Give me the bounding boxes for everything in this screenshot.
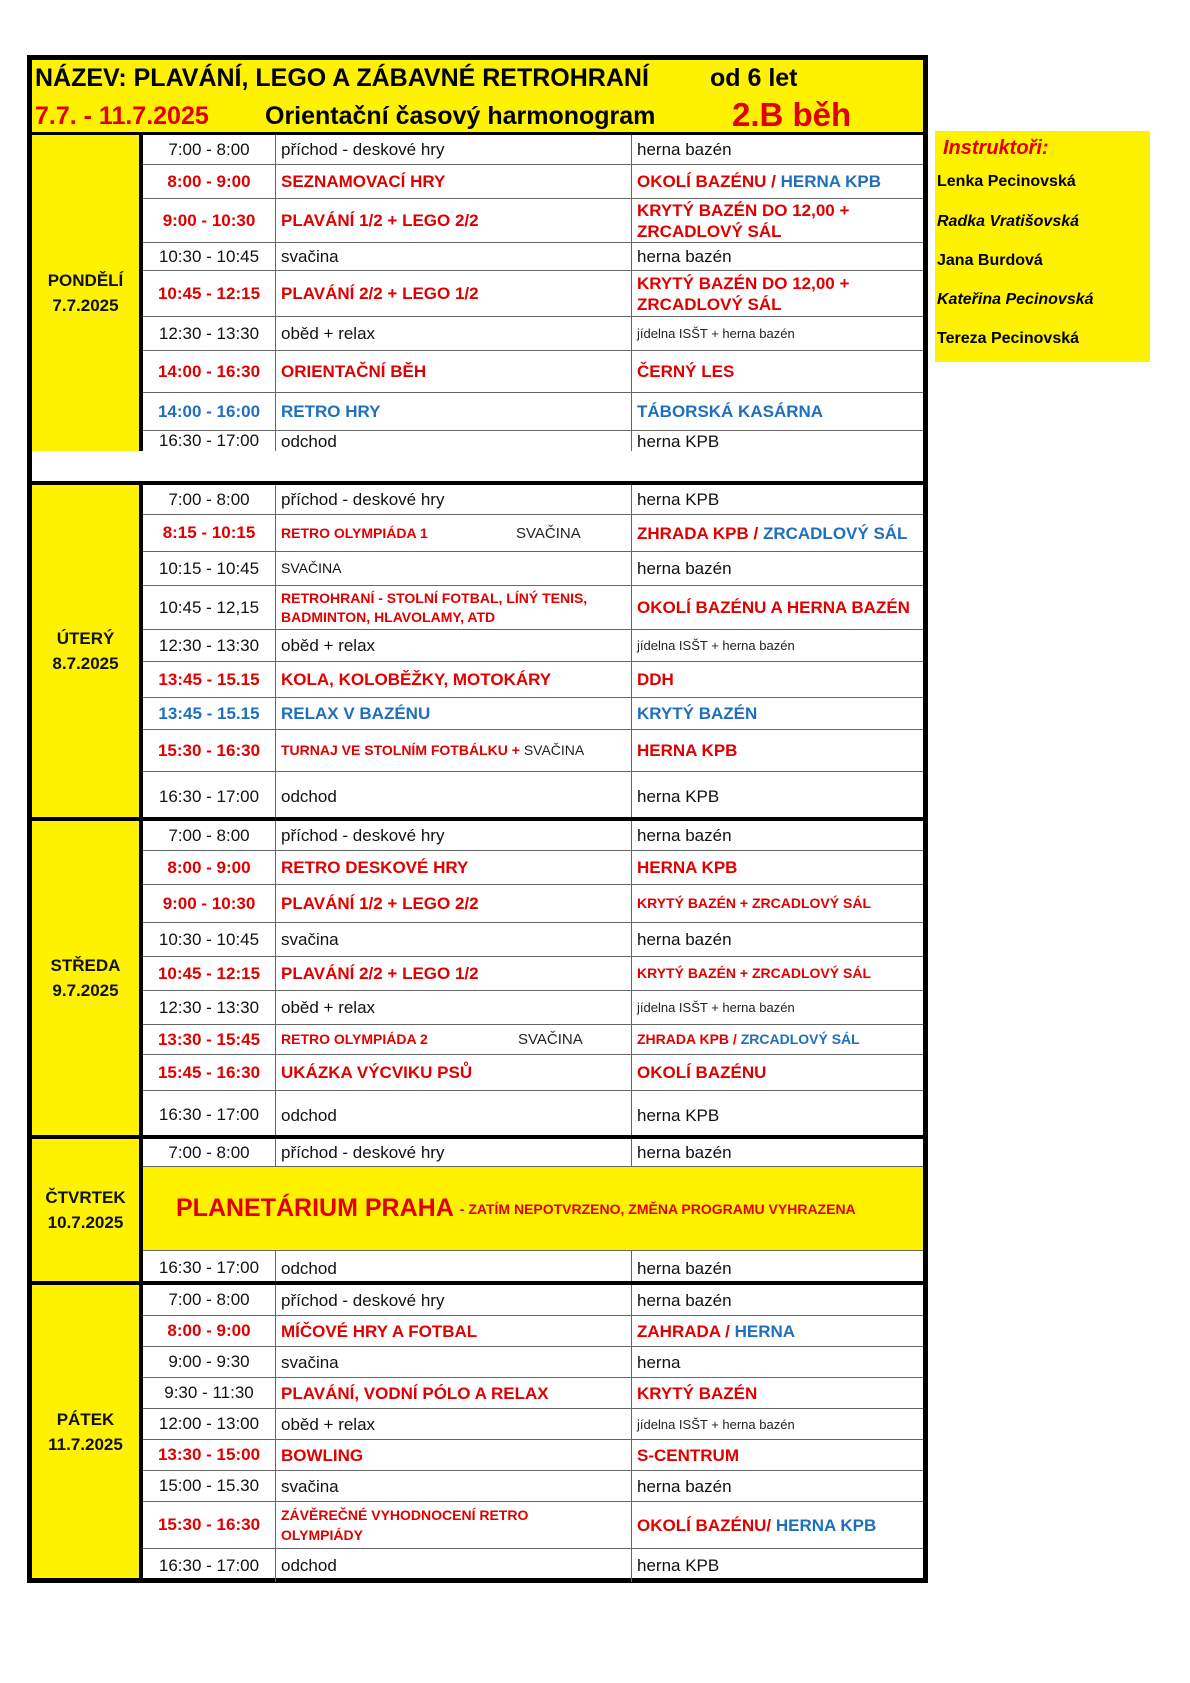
time-cell: 16:30 - 17:00 — [143, 1251, 276, 1285]
activity-cell: BOWLING — [276, 1440, 632, 1470]
table-row — [143, 851, 923, 885]
time-cell: 7:00 - 8:00 — [143, 485, 276, 514]
table-row — [143, 1139, 923, 1167]
day-monday — [32, 135, 923, 451]
table-row — [143, 991, 923, 1025]
activity-cell — [276, 730, 632, 771]
age-label: od 6 let — [710, 64, 798, 92]
time-cell: 8:00 - 9:00 — [143, 1316, 276, 1346]
activity-cell: PLAVÁNÍ 2/2 + LEGO 1/2 — [276, 957, 632, 990]
table-row — [143, 957, 923, 991]
day-label — [32, 821, 143, 1135]
time-cell: 13:45 - 15.15 — [143, 698, 276, 729]
place-cell: herna — [637, 1352, 681, 1372]
time-cell: 14:00 - 16:30 — [143, 351, 276, 392]
activity-cell: PLAVÁNÍ 1/2 + LEGO 2/2 — [276, 885, 632, 922]
time-cell: 10:45 - 12:15 — [143, 271, 276, 316]
time-cell: 14:00 - 16:00 — [143, 393, 276, 430]
place-cell: herna bazén — [637, 1290, 732, 1310]
place-text: OKOLÍ BAZÉNU/ — [637, 1515, 772, 1535]
activity-text: RETRO OLYMPIÁDA 2 — [281, 1031, 428, 1047]
day-name: ÚTERÝ — [56, 629, 115, 648]
place-cell: herna bazén — [637, 826, 732, 845]
table-row — [143, 923, 923, 957]
snack-note: SVAČINA — [516, 524, 581, 542]
place-cell — [632, 1502, 923, 1548]
activity-cell: odchod — [276, 1549, 632, 1582]
activity-cell: oběd + relax — [276, 630, 632, 661]
activity-cell — [276, 515, 632, 551]
table-row — [143, 772, 923, 821]
time-cell: 15:00 - 15.30 — [143, 1471, 276, 1501]
place-cell: herna KPB — [637, 490, 720, 509]
place-cell — [632, 199, 923, 242]
activity-cell: RETRO HRY — [276, 393, 632, 430]
table-row — [143, 1091, 923, 1139]
time-cell: 13:30 - 15:45 — [143, 1025, 276, 1054]
time-cell: 9:00 - 10:30 — [143, 885, 276, 922]
place-cell: herna KPB — [637, 1105, 720, 1125]
schedule-subtitle: Orientační časový harmonogram — [265, 102, 656, 130]
table-row — [143, 552, 923, 586]
table-row — [143, 1251, 923, 1285]
time-cell: 12:30 - 13:30 — [143, 991, 276, 1024]
place-text-line2: ZRCADLOVÝ SÁL — [637, 294, 782, 314]
activity-cell: RELAX V BAZÉNU — [276, 698, 632, 729]
table-row — [143, 730, 923, 772]
activity-cell — [276, 586, 632, 629]
time-cell: 9:00 - 10:30 — [143, 199, 276, 242]
place-cell: herna bazén — [637, 140, 732, 159]
activity-text: RETROHRANÍ - STOLNÍ FOTBAL, LÍNÝ TENIS, — [281, 589, 588, 606]
table-row — [143, 243, 923, 271]
table-row — [143, 271, 923, 317]
day-friday — [32, 1281, 923, 1578]
activity-cell: RETRO DESKOVÉ HRY — [276, 851, 632, 884]
table-row — [143, 1055, 923, 1091]
table-row — [143, 485, 923, 515]
schedule-header — [32, 60, 923, 135]
table-row — [143, 135, 923, 165]
activity-cell: příchod - deskové hry — [276, 1285, 632, 1315]
activity-cell: svačina — [276, 1347, 632, 1377]
place-text-secondary: ZRCADLOVÝ SÁL — [762, 523, 908, 543]
time-cell: 7:00 - 8:00 — [143, 1285, 276, 1315]
time-cell: 12:00 - 13:00 — [143, 1409, 276, 1439]
table-row — [143, 630, 923, 662]
time-cell: 7:00 - 8:00 — [143, 1139, 276, 1166]
activity-cell: oběd + relax — [276, 1409, 632, 1439]
planetarium-title: PLANETÁRIUM PRAHA — [176, 1194, 454, 1222]
place-text: KRYTÝ BAZÉN DO 12,00 + — [637, 273, 850, 293]
place-cell: S-CENTRUM — [637, 1445, 739, 1465]
activity-cell: příchod - deskové hry — [276, 485, 632, 514]
day-label — [32, 1139, 143, 1281]
time-cell: 15:30 - 16:30 — [143, 1502, 276, 1548]
instructor-name: Tereza Pecinovská — [937, 330, 1080, 347]
place-cell: herna bazén — [637, 930, 732, 949]
table-row — [143, 698, 923, 730]
table-row — [143, 1316, 923, 1347]
activity-cell: MÍČOVÉ HRY A FOTBAL — [276, 1316, 632, 1346]
time-cell: 16:30 - 17:00 — [143, 431, 276, 451]
activity-cell: odchod — [276, 431, 632, 451]
time-cell: 16:30 - 17:00 — [143, 772, 276, 821]
place-cell: jídelna ISŠT + herna bazén — [637, 1416, 795, 1432]
place-cell: herna bazén — [637, 1258, 732, 1278]
activity-cell — [276, 1025, 632, 1054]
place-cell — [632, 165, 923, 198]
time-cell: 8:00 - 9:00 — [143, 851, 276, 884]
table-row — [143, 1347, 923, 1378]
time-cell: 16:30 - 17:00 — [143, 1091, 276, 1139]
time-cell: 8:00 - 9:00 — [143, 165, 276, 198]
activity-cell: oběd + relax — [276, 991, 632, 1024]
place-cell: herna bazén — [637, 1143, 732, 1162]
table-row — [143, 515, 923, 552]
activity-cell: příchod - deskové hry — [276, 1139, 632, 1166]
table-row — [143, 1549, 923, 1582]
time-cell: 10:45 - 12,15 — [143, 586, 276, 629]
table-row — [143, 1471, 923, 1502]
time-cell: 15:45 - 16:30 — [143, 1055, 276, 1090]
activity-cell: odchod — [276, 1251, 632, 1285]
activity-text: ZÁVĚREČNÉ VYHODNOCENÍ RETRO — [281, 1507, 529, 1523]
place-cell — [632, 271, 923, 316]
place-cell: jídelna ISŠT + herna bazén — [637, 326, 795, 341]
activity-cell: oběd + relax — [276, 317, 632, 350]
table-row — [143, 586, 923, 630]
activity-cell: PLAVÁNÍ 1/2 + LEGO 2/2 — [276, 199, 632, 242]
activity-text-line2: OLYMPIÁDY — [281, 1527, 363, 1543]
place-text-secondary: HERNA KPB — [775, 1515, 877, 1535]
instructor-name: Jana Burdová — [937, 252, 1043, 269]
day-wednesday — [32, 817, 923, 1135]
place-cell — [632, 1316, 923, 1346]
day-name: STŘEDA — [50, 956, 121, 975]
activity-cell: odchod — [276, 772, 632, 821]
instructors-title: Instruktoři: — [943, 137, 1049, 159]
activity-cell: PLAVÁNÍ, VODNÍ PÓLO A RELAX — [276, 1378, 632, 1408]
place-text-line2: ZRCADLOVÝ SÁL — [637, 221, 782, 241]
table-row — [143, 1378, 923, 1409]
table-row — [143, 1025, 923, 1055]
day-date: 10.7.2025 — [47, 1213, 124, 1232]
activity-cell: SVAČINA — [276, 552, 632, 585]
time-cell: 8:15 - 10:15 — [143, 515, 276, 551]
day-thursday — [32, 1135, 923, 1281]
activity-cell: ORIENTAČNÍ BĚH — [276, 351, 632, 392]
activity-cell: svačina — [276, 1471, 632, 1501]
place-text-secondary: HERNA KPB — [780, 172, 882, 191]
place-cell: KRYTÝ BAZÉN + ZRCADLOVÝ SÁL — [637, 895, 871, 911]
activity-text: TURNAJ VE STOLNÍM FOTBÁLKU + — [281, 742, 520, 758]
time-cell: 12:30 - 13:30 — [143, 630, 276, 661]
day-date: 8.7.2025 — [52, 654, 119, 673]
table-row — [143, 1285, 923, 1316]
place-cell: herna bazén — [637, 559, 732, 578]
time-cell: 13:45 - 15.15 — [143, 662, 276, 697]
place-cell: jídelna ISŠT + herna bazén — [637, 638, 795, 653]
day-date: 11.7.2025 — [48, 1434, 123, 1454]
schedule-table — [27, 55, 928, 1583]
place-text-secondary: ZRCADLOVÝ SÁL — [740, 1031, 860, 1047]
place-cell: ČERNÝ LES — [637, 362, 735, 381]
snack-note: SVAČINA — [518, 1031, 583, 1048]
place-cell: OKOLÍ BAZÉNU A HERNA BAZÉN — [637, 598, 910, 617]
date-range: 7.7. - 11.7.2025 — [35, 102, 209, 130]
place-cell: HERNA KPB — [637, 858, 738, 877]
place-cell: KRYTÝ BAZÉN + ZRCADLOVÝ SÁL — [637, 965, 871, 981]
planetarium-note: - ZATÍM NEPOTVRZENO, ZMĚNA PROGRAMU VYHRAZENA — [459, 1200, 856, 1217]
time-cell: 7:00 - 8:00 — [143, 821, 276, 850]
day-date: 9.7.2025 — [52, 981, 119, 1000]
time-cell: 15:30 - 16:30 — [143, 730, 276, 771]
activity-cell: svačina — [276, 243, 632, 270]
program-title: NÁZEV: PLAVÁNÍ, LEGO A ZÁBAVNÉ RETROHRANÍ — [35, 64, 649, 92]
day-name: ČTVRTEK — [45, 1188, 126, 1207]
time-cell: 16:30 - 17:00 — [143, 1549, 276, 1582]
instructor-name: Lenka Pecinovská — [937, 173, 1076, 190]
time-cell: 13:30 - 15:00 — [143, 1440, 276, 1470]
place-cell: OKOLÍ BAZÉNU — [637, 1063, 767, 1082]
time-cell: 10:30 - 10:45 — [143, 923, 276, 956]
place-text: KRYTÝ BAZÉN DO 12,00 + — [637, 200, 850, 220]
day-name: PÁTEK — [56, 1409, 115, 1429]
activity-text: RETRO OLYMPIÁDA 1 — [281, 524, 428, 541]
table-row — [143, 351, 923, 393]
time-cell: 9:30 - 11:30 — [143, 1378, 276, 1408]
table-row — [143, 317, 923, 351]
table-row — [143, 165, 923, 199]
instructor-name: Kateřina Pecinovská — [937, 291, 1094, 308]
day-tuesday — [32, 481, 923, 817]
place-cell: jídelna ISŠT + herna bazén — [637, 1000, 795, 1015]
place-text: ZHRADA KPB / — [637, 523, 759, 543]
place-text: ZHRADA KPB / — [637, 1031, 737, 1047]
time-cell: 10:45 - 12:15 — [143, 957, 276, 990]
snack-note: SVAČINA — [523, 742, 585, 758]
place-text: ZAHRADA / — [637, 1321, 730, 1341]
activity-cell: PLAVÁNÍ 2/2 + LEGO 1/2 — [276, 271, 632, 316]
table-row — [143, 1502, 923, 1549]
run-label: 2.B běh — [732, 96, 852, 133]
place-cell: HERNA KPB — [637, 741, 738, 760]
time-cell: 9:00 - 9:30 — [143, 1347, 276, 1377]
activity-cell: KOLA, KOLOBĚŽKY, MOTOKÁRY — [276, 662, 632, 697]
place-cell — [632, 515, 923, 551]
table-row — [143, 431, 923, 451]
place-cell: DDH — [637, 670, 674, 689]
day-label — [32, 135, 143, 451]
place-cell: herna KPB — [637, 431, 720, 451]
place-cell: KRYTÝ BAZÉN — [637, 1383, 758, 1403]
table-row — [143, 1440, 923, 1471]
activity-cell: příchod - deskové hry — [276, 821, 632, 850]
time-cell: 12:30 - 13:30 — [143, 317, 276, 350]
day-name: PONDĚLÍ — [47, 271, 124, 290]
table-row — [143, 662, 923, 698]
planetarium-banner — [143, 1167, 923, 1251]
table-row — [143, 885, 923, 923]
table-row — [143, 199, 923, 243]
activity-cell: UKÁZKA VÝCVIKU PSŮ — [276, 1055, 632, 1090]
instructors-box — [935, 131, 1150, 362]
day-label — [32, 485, 143, 817]
place-cell: herna bazén — [637, 247, 732, 266]
place-cell — [632, 1025, 923, 1054]
activity-cell: odchod — [276, 1091, 632, 1139]
activity-cell: svačina — [276, 923, 632, 956]
place-cell: herna KPB — [637, 1556, 720, 1575]
place-cell: herna KPB — [637, 787, 720, 806]
table-row — [143, 1409, 923, 1440]
time-cell: 10:30 - 10:45 — [143, 243, 276, 270]
activity-text-line2: BADMINTON, HLAVOLAMY, ATD — [281, 608, 496, 625]
day-label — [32, 1285, 143, 1578]
activity-cell — [276, 1502, 632, 1548]
place-cell: herna bazén — [637, 1476, 732, 1496]
instructor-name: Radka Vratišovská — [937, 213, 1080, 230]
place-cell: TÁBORSKÁ KASÁRNA — [637, 402, 824, 421]
place-cell: KRYTÝ BAZÉN — [637, 704, 758, 723]
activity-cell: SEZNAMOVACÍ HRY — [276, 165, 632, 198]
table-row — [143, 393, 923, 431]
time-cell: 10:15 - 10:45 — [143, 552, 276, 585]
day-date: 7.7.2025 — [52, 296, 119, 315]
time-cell: 7:00 - 8:00 — [143, 135, 276, 164]
table-row — [143, 821, 923, 851]
place-text: OKOLÍ BAZÉNU / — [637, 172, 776, 191]
place-text-secondary: HERNA — [734, 1321, 796, 1341]
activity-cell: příchod - deskové hry — [276, 135, 632, 164]
